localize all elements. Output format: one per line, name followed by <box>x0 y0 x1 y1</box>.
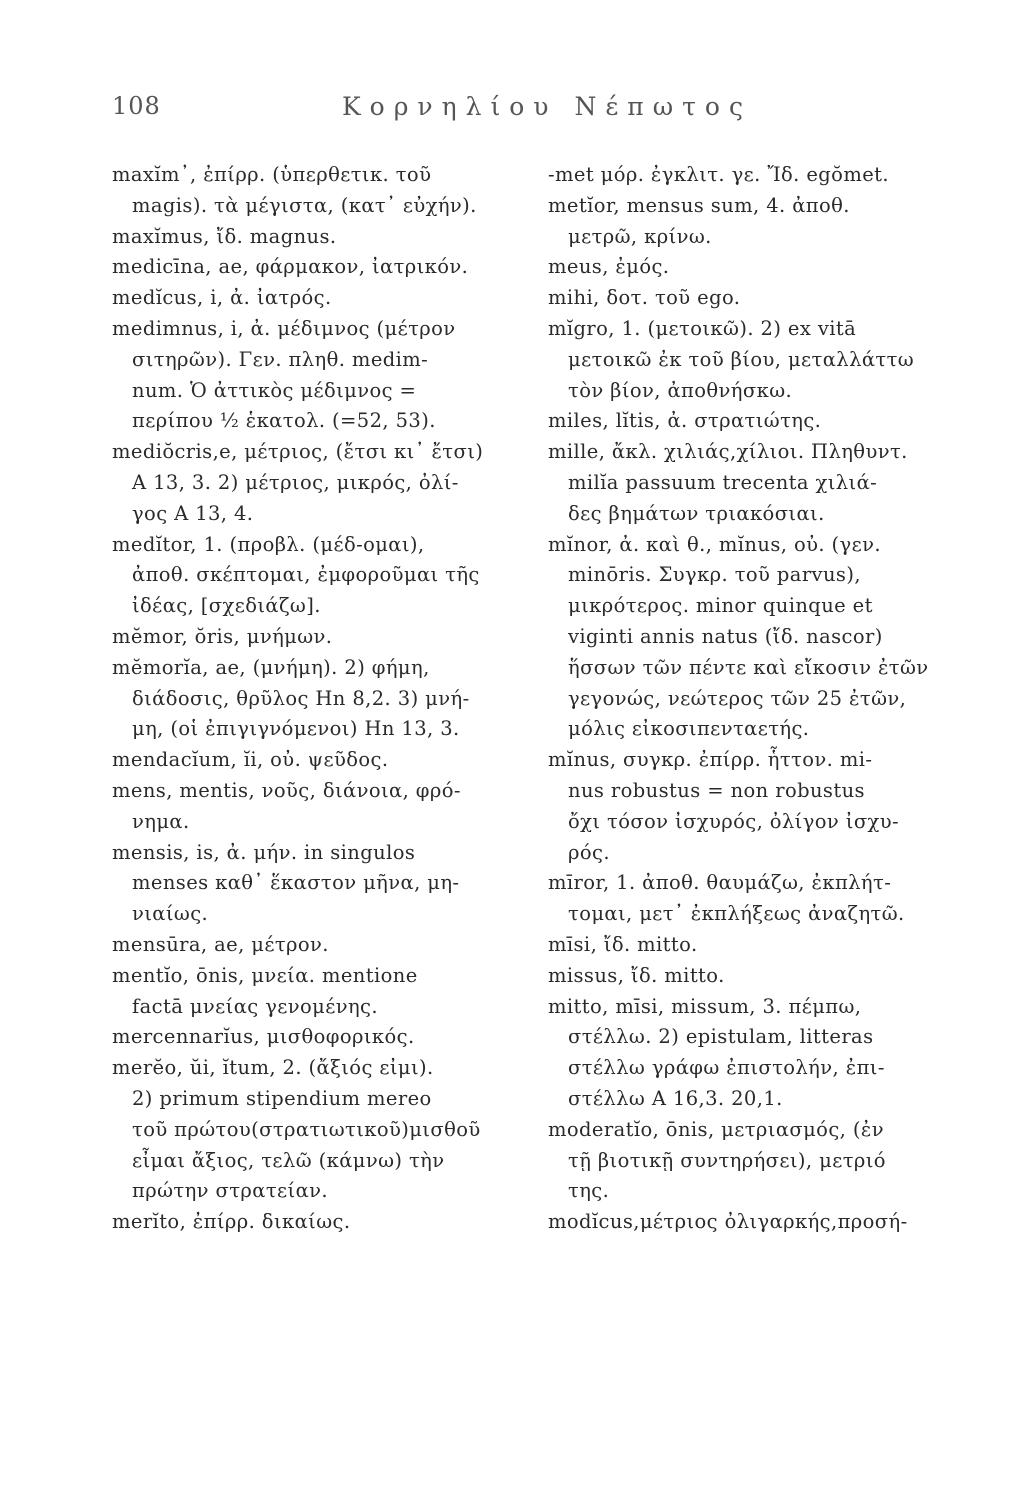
entry-line: στέλλω. 2) epistulam, litteras <box>568 1025 874 1049</box>
entry-line: mille, ἄκλ. χιλιάς,χίλιοι. Πληθυντ. <box>548 440 908 464</box>
entry-line: στέλλω γράφω ἐπιστολήν, ἐπι- <box>568 1056 885 1080</box>
entry-line: A 13, 3. 2) μέτριος, μικρός, ὀλί- <box>132 470 459 494</box>
entry-line: νημα. <box>132 809 190 833</box>
entry-line: στέλλω A 16,3. 20,1. <box>568 1086 783 1110</box>
entry-line: mensūra, ae, μέτρον. <box>112 932 329 956</box>
running-title: Κορνηλίου Νέπωτος <box>342 92 752 121</box>
entry-line: mendacĭum, ĭi, οὐ. ψεῦδος. <box>112 748 389 772</box>
entry-line: modĭcus,μέτριος ὀλιγαρκής,προσή- <box>548 1210 908 1234</box>
entry-line: mĕmor, ŏris, μνήμων. <box>112 624 333 648</box>
entry-line: merĕo, ŭi, ĭtum, 2. (ἄξιός εἰμι). <box>112 1056 434 1080</box>
entry-line: mercennarĭus, μισθοφορικός. <box>112 1025 415 1049</box>
entry-line: maxĭm᾽, ἐπίρρ. (ὑπερθετικ. τοῦ <box>112 163 432 186</box>
entry-line: milĭa passuum trecenta χιλιά- <box>568 470 878 494</box>
entry-line: medĭtor, 1. (προβλ. (μέδ-ομαι), <box>112 532 425 556</box>
entry-line: μετρῶ, κρίνω. <box>568 224 712 248</box>
entry-line: metĭor, mensus sum, 4. ἀποθ. <box>548 193 850 217</box>
entry-line: τομαι, μετ᾽ ἐκπλήξεως ἀναζητῶ. <box>568 902 905 926</box>
entry-line: δες βημάτων τριακόσιαι. <box>568 501 825 525</box>
entry-line: viginti annis natus (ἴδ. nascor) <box>568 624 883 648</box>
entry-line: ὄχι τόσον ἰσχυρός, ὀλίγον ἰσχυ- <box>568 809 899 833</box>
entry-line: menses καθ᾽ ἕκαστον μῆνα, μη- <box>132 871 460 895</box>
entry-line: medicīna, ae, φάρμακον, ἰατρικόν. <box>112 255 469 279</box>
entry-line: mihi, δοτ. τοῦ ego. <box>548 286 741 310</box>
entry-line: μόλις εἰκοσιπενταετής. <box>568 717 810 741</box>
entry-line: meus, ἐμός. <box>548 255 670 279</box>
entry-line: mitto, mīsi, missum, 3. πέμπω, <box>548 994 862 1018</box>
entry-line: νιαίως. <box>132 902 209 926</box>
entry-line: mĭgro, 1. (μετοικῶ). 2) ex vitā <box>548 316 857 340</box>
entry-line: merĭto, ἐπίρρ. δικαίως. <box>112 1210 351 1234</box>
entry-line: mīror, 1. ἀποθ. θαυμάζω, ἐκπλήτ- <box>548 871 892 895</box>
entry-line: num. Ὁ ἀττικὸς μέδιμνος = <box>132 378 417 402</box>
entry-line: μη, (οἱ ἐπιγιγνόμενοι) Hn 13, 3. <box>132 717 460 741</box>
entry-line: magis). τὰ μέγιστα, (κατ᾽ εὐχήν). <box>132 193 477 217</box>
left-column <box>112 160 532 1238</box>
entry-line: τὸν βίον, ἀποθνήσκω. <box>568 378 793 402</box>
entry-line: της. <box>568 1179 610 1203</box>
entry-line: εἶμαι ἄξιος, τελῶ (κάμνω) τὴν <box>132 1148 445 1172</box>
entry-line: mĭnus, συγκρ. ἐπίρρ. ἧττον. mi- <box>548 748 873 772</box>
entry-line: περίπου ½ ἑκατολ. (=52, 53). <box>132 409 436 433</box>
entry-line: minōris. Συγκρ. τοῦ parvus), <box>568 563 861 587</box>
entry-line: διάδοσις, θρῦλος Hn 8,2. 3) μνή- <box>132 686 470 710</box>
entry-line: mediŏcris,e, μέτριος, (ἔτσι κι᾽ ἔτσι) <box>112 440 484 464</box>
entry-line: nus robustus = non robustus <box>568 778 865 802</box>
entry-line: mĕmorĭa, ae, (μνήμη). 2) φήμη, <box>112 655 430 679</box>
entry-line: τοῦ πρώτου(στρατιωτικοῦ)μισθοῦ <box>132 1117 481 1141</box>
entry-line: medĭcus, i, ἀ. ἰατρός. <box>112 286 332 310</box>
entry-line: πρώτην στρατείαν. <box>132 1179 328 1203</box>
entry-line: medimnus, i, ἀ. μέδιμνος (μέτρον <box>112 316 456 340</box>
entry-line: 2) primum stipendium mereo <box>132 1086 432 1110</box>
entry-line: factā μνείας γενομένης. <box>132 994 378 1018</box>
entry-line: τῇ βιοτικῇ συντηρήσει), μετριό <box>568 1148 886 1172</box>
entry-line: μικρότερος. minor quinque et <box>568 594 873 618</box>
entry-line: ἥσσων τῶν πέντε καὶ εἴκοσιν ἐτῶν <box>568 655 929 679</box>
entry-line: γεγονώς, νεώτερος τῶν 25 ἐτῶν, <box>568 686 907 710</box>
entry-line: maxĭmus, ἴδ. magnus. <box>112 224 337 248</box>
entry-line: ρός. <box>568 840 610 864</box>
entry-line: γος A 13, 4. <box>132 501 254 525</box>
page-number: 108 <box>112 92 161 120</box>
entry-line: σιτηρῶν). Γεν. πληθ. medim- <box>132 347 429 371</box>
page-header <box>112 92 962 132</box>
entry-line: ἀποθ. σκέπτομαι, ἐμφοροῦμαι τῆς <box>132 563 480 587</box>
entry-line: mĭnor, ἀ. καὶ θ., mĭnus, οὐ. (γεν. <box>548 532 881 556</box>
entry-line: moderatĭo, ōnis, μετριασμός, (ἐν <box>548 1117 884 1141</box>
entry-line: mens, mentis, νοῦς, διάνοια, φρό- <box>112 778 461 802</box>
entry-line: μετοικῶ ἐκ τοῦ βίου, μεταλλάττω <box>568 347 915 371</box>
entry-line: ἰδέας, [σχεδιάζω]. <box>132 594 321 618</box>
entry-line: miles, lĭtis, ἀ. στρατιώτης. <box>548 409 822 433</box>
entry-line: mensis, is, ἀ. μήν. in singulos <box>112 840 416 864</box>
entry-line: mīsi, ἴδ. mitto. <box>548 932 698 956</box>
entry-line: missus, ἴδ. mitto. <box>548 963 725 987</box>
entry-line: mentĭo, ōnis, μνεία. mentione <box>112 963 418 987</box>
right-column <box>548 160 963 1238</box>
entry-line: -met μόρ. ἐγκλιτ. γε. Ἴδ. egŏmet. <box>548 163 889 186</box>
